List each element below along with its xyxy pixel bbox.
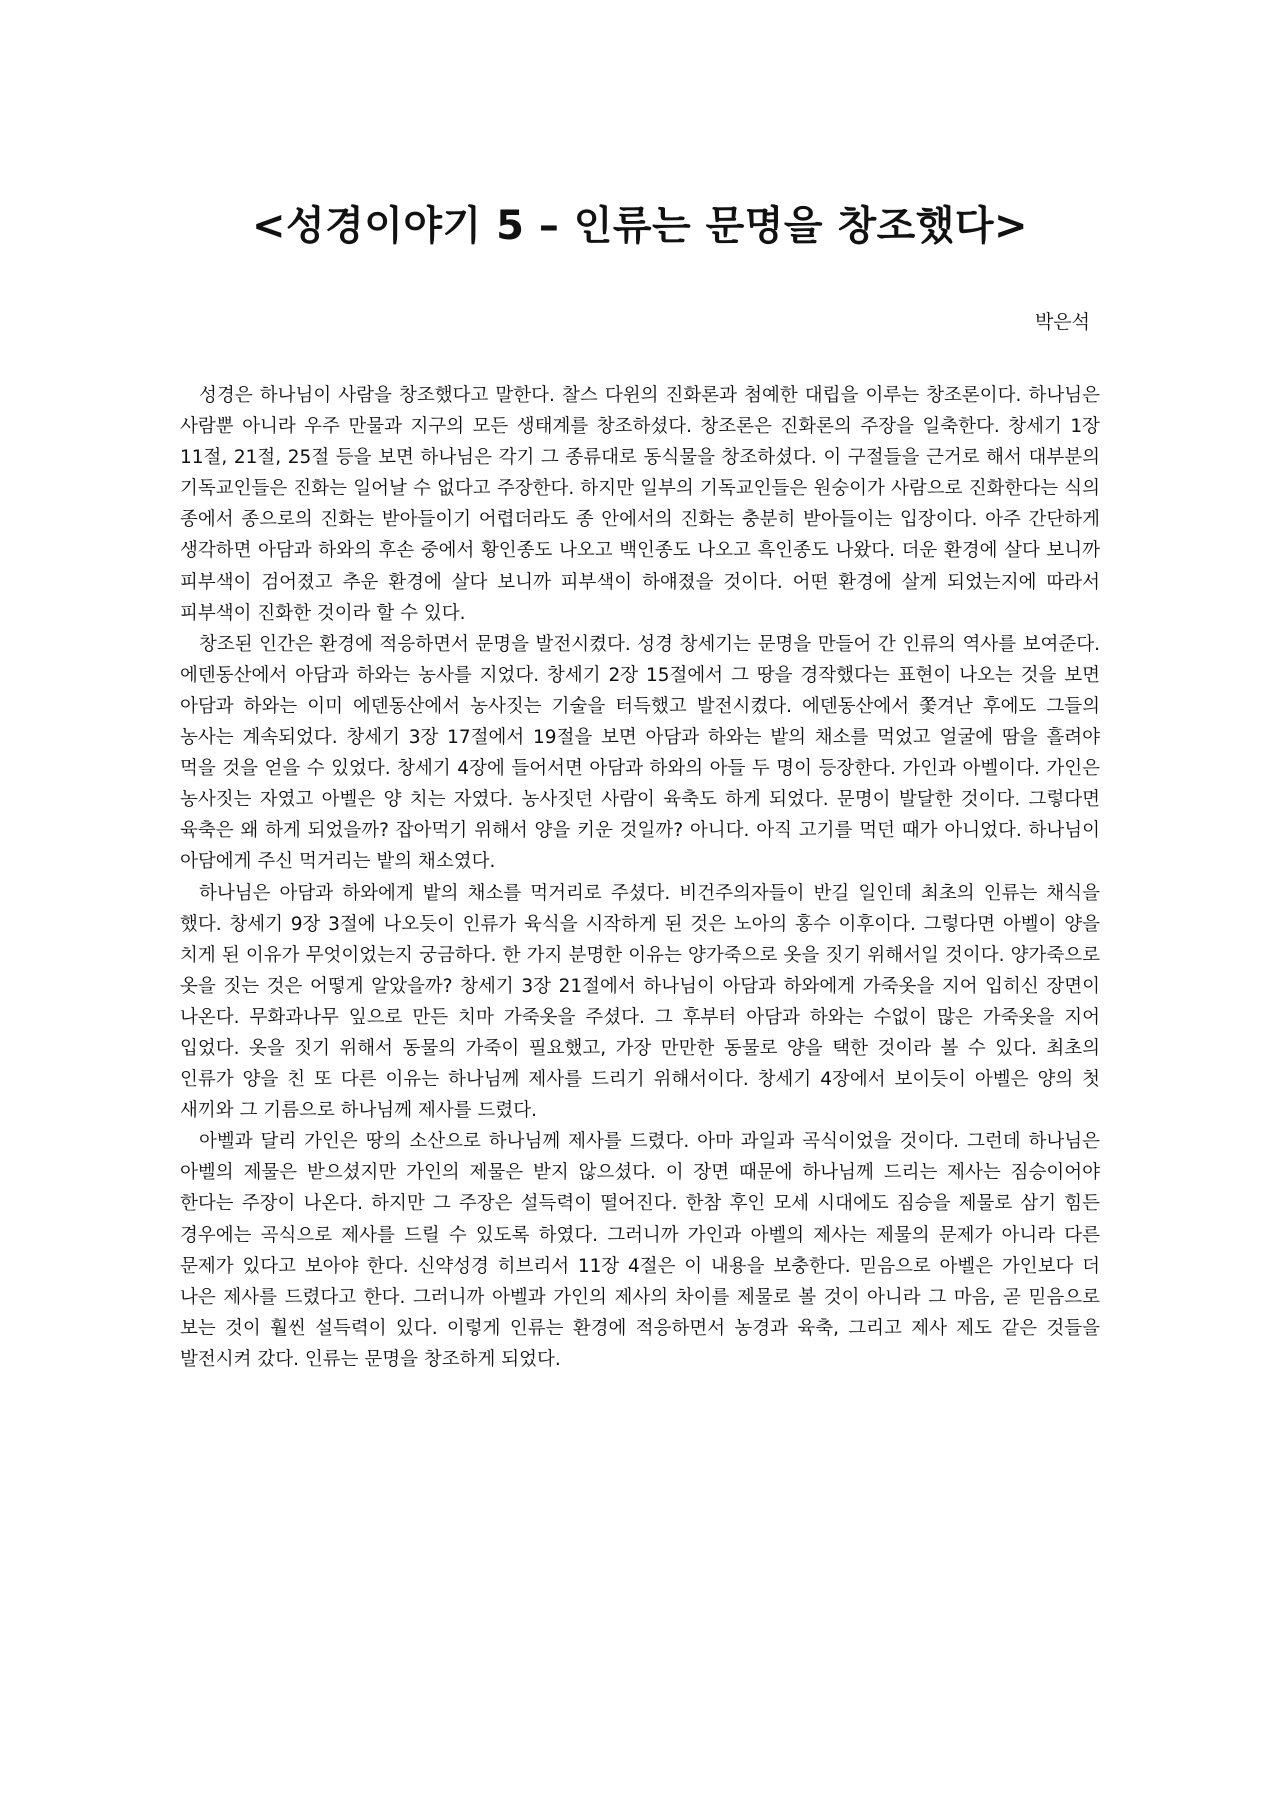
document-body xyxy=(180,380,1100,1375)
paragraph: 성경은 하나님이 사람을 창조했다고 말한다. 찰스 다윈의 진화론과 첨예한 대립을 이루는 창조론이다. 하나님은 사람뿐 아니라 우주 만물과 지구의 모든 생태계를 창조하셨다. 창조론은 진화론의 주장을 일축한다. 창세기 1장 11절, 21절, 25절 등을 보면 하나님은 각기 그 종류대로 동식물을 창조하셨다. 이 구절들을 근거로 해서 대부분의 기독교인들은 진화는 일어날 수 없다고 주장한다. 하지만 일부의 기독교인들은 원숭이가 사람으로 진화한다는 식의 종에서 종으로의 진화는 받아들이기 어렵더라도 종 안에서의 진화는 충분히 받아들이는 입장이다. 아주 간단하게 생각하면 아담과 하와의 후손 중에서 황인종도 나오고 백인종도 나오고 흑인종도 나왔다. 더운 환경에 살다 보니까 피부색이 검어졌고 추운 환경에 살다 보니까 피부색이 하얘졌을 것이다. 어떤 환경에 살게 되었는지에 따라서 피부색이 진화한 것이라 할 수 있다. xyxy=(180,385,1100,624)
document-title: <성경이야기 5 – 인류는 문명을 창조했다> xyxy=(251,203,1029,249)
paragraph: 창조된 인간은 환경에 적응하면서 문명을 발전시켰다. 성경 창세기는 문명을 만들어 간 인류의 역사를 보여준다. 에덴동산에서 아담과 하와는 농사를 지었다. 창세기 2장 15절에서 그 땅을 경작했다는 표현이 나오는 것을 보면 아담과 하와는 이미 에덴동산에서 농사짓는 기술을 터득했고 발전시켰다. 에덴동산에서 쫓겨난 후에도 그들의 농사는 계속되었다. 창세기 3장 17절에서 19절을 보면 아담과 하와는 밭의 채소를 먹었고 얼굴에 땀을 흘려야 먹을 것을 얻을 수 있었다. 창세기 4장에 들어서면 아담과 하와의 아들 두 명이 등장한다. 가인과 아벨이다. 가인은 농사짓는 자였고 아벨은 양 치는 자였다. 농사짓던 사람이 육축도 하게 되었다. 문명이 발달한 것이다. 그렇다면 육축은 왜 하게 되었을까? 잡아먹기 위해서 양을 키운 것일까? 아니다. 아직 고기를 먹던 때가 아니었다. 하나님이 아담에게 주신 먹거리는 밭의 채소였다. xyxy=(180,633,1100,873)
paragraph: 하나님은 아담과 하와에게 밭의 채소를 먹거리로 주셨다. 비건주의자들이 반길 일인데 최초의 인류는 채식을 했다. 창세기 9장 3절에 나오듯이 인류가 육식을 시작하게 된 것은 노아의 홍수 이후이다. 그렇다면 아벨이 양을 치게 된 이유가 무엇이었는지 궁금하다. 한 가지 분명한 이유는 양가죽으로 옷을 짓기 위해서일 것이다. 양가죽으로 옷을 짓는 것은 어떻게 알았을까? 창세기 3장 21절에서 하나님이 아담과 하와에게 가죽옷을 지어 입히신 장면이 나온다. 무화과나무 잎으로 만든 치마 가죽옷을 주셨다. 그 후부터 아담과 하와는 수없이 많은 가죽옷을 지어 입었다. 옷을 짓기 위해서 동물의 가죽이 필요했고, 가장 만만한 동물로 양을 택한 것이라 볼 수 있다. 최초의 인류가 양을 친 또 다른 이유는 하나님께 제사를 드리기 위해서이다. 창세기 4장에서 보이듯이 아벨은 양의 첫 새끼와 그 기름으로 하나님께 제사를 드렸다. xyxy=(180,882,1100,1122)
paragraph: 아벨과 달리 가인은 땅의 소산으로 하나님께 제사를 드렸다. 아마 과일과 곡식이었을 것이다. 그런데 하나님은 아벨의 제물은 받으셨지만 가인의 제물은 받지 않으셨다. 이 장면 때문에 하나님께 드리는 제사는 짐승이어야 한다는 주장이 나온다. 하지만 그 주장은 설득력이 떨어진다. 한참 후인 모세 시대에도 짐승을 제물로 삼기 힘든 경우에는 곡식으로 제사를 드릴 수 있도록 하였다. 그러니까 가인과 아벨의 제사는 제물의 문제가 아니라 다른 문제가 있다고 보아야 한다. 신약성경 히브리서 11장 4절은 이 내용을 보충한다. 믿음으로 아벨은 가인보다 더 나은 제사를 드렸다고 한다. 그러니까 아벨과 가인의 제사의 차이를 제물로 볼 것이 아니라 그 마음, 곧 믿음으로 보는 것이 훨씬 설득력이 있다. 이렇게 인류는 환경에 적응하면서 농경과 육축, 그리고 제사 제도 같은 것들을 발전시켜 갔다. 인류는 문명을 창조하게 되었다. xyxy=(180,1131,1100,1370)
author-name: 박은석 xyxy=(1034,311,1090,333)
